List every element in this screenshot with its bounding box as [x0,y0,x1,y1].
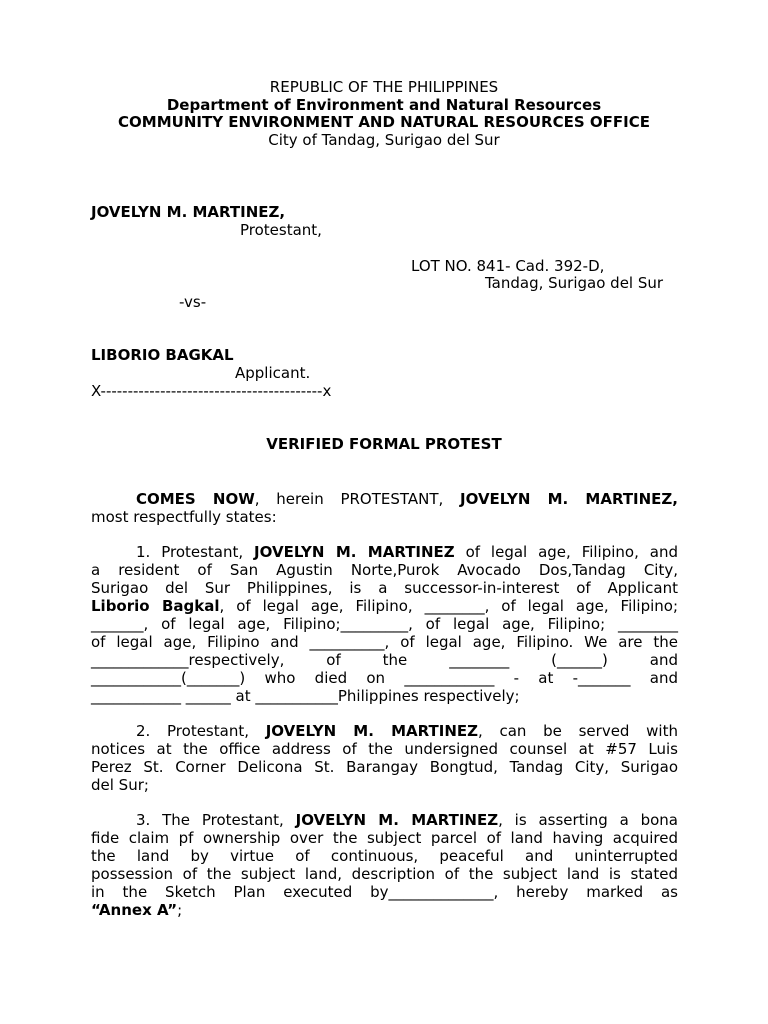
intro-line-2: most respectfully states: [91,508,277,526]
para1-line-8: ____________(_______) who died on ____________ - at -_______ and [91,669,678,687]
para3-text: ; [177,901,183,919]
header-department: Department of Environment and Natural Resources [166,96,602,114]
para1-line-1 [136,543,678,561]
header-republic: REPUBLIC OF THE PHILIPPINES [269,78,499,96]
document-title: VERIFIED FORMAL PROTEST [266,435,502,453]
para3-protestant-name: JOVELYN M. MARTINEZ [295,811,499,829]
intro-line-1 [136,490,678,508]
para1-applicant-name: Liborio Bagkal [91,597,220,615]
applicant-role: Applicant. [235,364,311,382]
para1-text: of legal age, Filipino, and [454,543,678,561]
para3-line-5: in the Sketch Plan executed by______________, hereby marked as [91,883,678,901]
intro-protestant-name: JOVELYN M. MARTINEZ, [460,490,679,508]
para2-protestant-name: JOVELYN M. MARTINEZ [265,722,478,740]
lot-number: LOT NO. 841- Cad. 392-D, [411,257,605,275]
caption-separator: X-----------------------------------------x [91,382,332,400]
para3-line-6 [91,901,182,919]
para1-line-2: a resident of San Agustin Norte,Purok Avocado Dos,Tandag City, [91,561,678,579]
para3-line-2: fide claim pf ownership over the subject parcel of land having acquired [91,829,678,847]
header-city: City of Tandag, Surigao del Sur [268,131,500,149]
para2-line-4: del Sur; [91,776,149,794]
para3-line-4: possession of the subject land, description of the subject land is stated [91,865,678,883]
para3-text: , is asserting a bona [498,811,678,829]
para3-line-3: the land by virtue of continuous, peaceful and uninterrupted [91,847,678,865]
para1-text: , of legal age, Filipino, ________, of legal age, Filipino; [219,597,679,615]
para2-number: 2. Protestant, [136,722,266,740]
para1-protestant-name: JOVELYN M. MARTINEZ [254,543,455,561]
intro-text: , herein PROTESTANT, [254,490,461,508]
comes-now: COMES NOW [136,490,255,508]
para3-line-1 [136,811,678,829]
applicant-name: LIBORIO BAGKAL [91,346,234,364]
para2-line-2: notices at the office address of the undersigned counsel at #57 Luis [91,740,678,758]
protestant-role: Protestant, [240,221,322,239]
para1-line-3: Surigao del Sur Philippines, is a successor-in-interest of Applicant [91,579,678,597]
para1-line-6: of legal age, Filipino and __________, of legal age, Filipino. We are the [91,633,678,651]
lot-location: Tandag, Surigao del Sur [485,274,664,292]
para1-line-5: _______, of legal age, Filipino;_________, of legal age, Filipino; ________ [91,615,678,633]
annex-a-label: “Annex A” [91,901,178,919]
para1-line-9: ____________ ______ at ___________Philippines respectively; [91,687,520,705]
para1-line-7: _____________respectively, of the ________ (______) and [91,651,678,669]
para2-line-3: Perez St. Corner Delicona St. Barangay Bongtud, Tandag City, Surigao [91,758,678,776]
para1-line-4 [91,597,678,615]
para2-text: , can be served with [478,722,678,740]
header-office: COMMUNITY ENVIRONMENT AND NATURAL RESOURCES OFFICE [118,113,650,131]
para2-line-1 [136,722,678,740]
protestant-name: JOVELYN M. MARTINEZ, [91,203,286,221]
versus-label: -vs- [179,293,207,311]
para3-number: 3. The Protestant, [136,811,296,829]
para1-number: 1. Protestant, [136,543,255,561]
